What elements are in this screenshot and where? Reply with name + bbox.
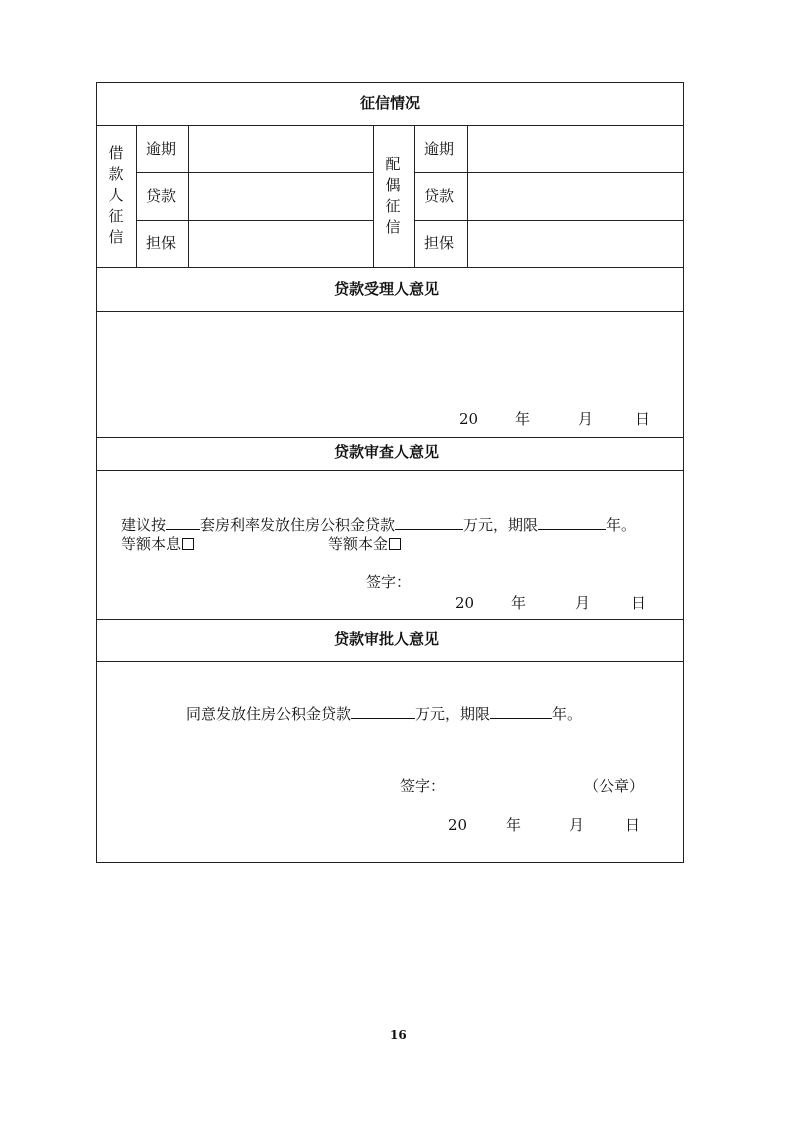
approver-seal-label: （公章） [584,777,645,795]
approver-text-b: 万元，期限 [415,705,491,723]
reviewer-option-equal-installment[interactable]: 等额本息 [121,537,194,552]
reviewer-option-equal-principal[interactable]: 等额本金 [328,537,401,552]
spouse-overdue-label: 逾期 [424,140,455,158]
reviewer-text-d: 年。 [606,516,637,534]
handler-date-day: 日 [635,410,651,428]
borrower-guarantee-field[interactable] [190,222,372,266]
handler-section-title: 贷款受理人意见 [334,280,440,298]
approver-date-day: 日 [625,816,641,834]
spouse-guarantee-label: 担保 [424,234,455,252]
spouse-credit-label: 配偶征信 [385,155,401,236]
spouse-loan-label: 贷款 [424,187,455,205]
handler-opinion-field[interactable] [98,313,682,403]
borrower-credit-label: 借款人征信 [108,144,124,246]
borrower-loan-label: 贷款 [146,187,177,205]
approver-agreement-line [186,704,582,722]
reviewer-date-year-prefix: 20 [455,594,475,612]
spouse-loan-field[interactable] [469,174,682,219]
approver-date-month: 月 [569,816,585,834]
approver-sign-label: 签字： [400,777,446,795]
reviewer-sets-blank[interactable] [166,515,200,530]
reviewer-amount-blank[interactable] [395,515,463,530]
borrower-overdue-label: 逾期 [146,140,177,158]
borrower-overdue-field[interactable] [190,127,372,171]
reviewer-term-blank[interactable] [538,515,606,530]
reviewer-text-b: 套房利率发放住房公积金贷款 [200,516,396,534]
approver-date-year: 年 [506,816,522,834]
reviewer-text-a: 建议按 [121,516,167,534]
reviewer-section-title: 贷款审查人意见 [334,443,440,461]
reviewer-date-month: 月 [575,594,591,612]
handler-date-year: 年 [515,410,531,428]
borrower-loan-field[interactable] [190,174,372,219]
credit-section-title: 征信情况 [360,94,421,112]
reviewer-date-year: 年 [511,594,527,612]
reviewer-text-c: 万元，期限 [463,516,539,534]
approver-date-year-prefix: 20 [448,816,468,834]
handler-date-month: 月 [578,410,594,428]
handler-date-year-prefix: 20 [459,410,479,428]
reviewer-suggestion-line [121,515,636,533]
page-number: 16 [390,1028,407,1042]
approver-text-c: 年。 [552,705,583,723]
spouse-overdue-field[interactable] [469,127,682,171]
reviewer-sign-label: 签字： [366,573,412,591]
reviewer-date-day: 日 [631,594,647,612]
checkbox-equal-installment[interactable] [182,538,194,550]
spouse-guarantee-field[interactable] [469,222,682,266]
approver-text-a: 同意发放住房公积金贷款 [186,705,352,723]
approver-amount-blank[interactable] [351,704,415,719]
checkbox-equal-principal[interactable] [389,538,401,550]
borrower-guarantee-label: 担保 [146,234,177,252]
approver-term-blank[interactable] [490,704,552,719]
approver-section-title: 贷款审批人意见 [334,630,440,648]
